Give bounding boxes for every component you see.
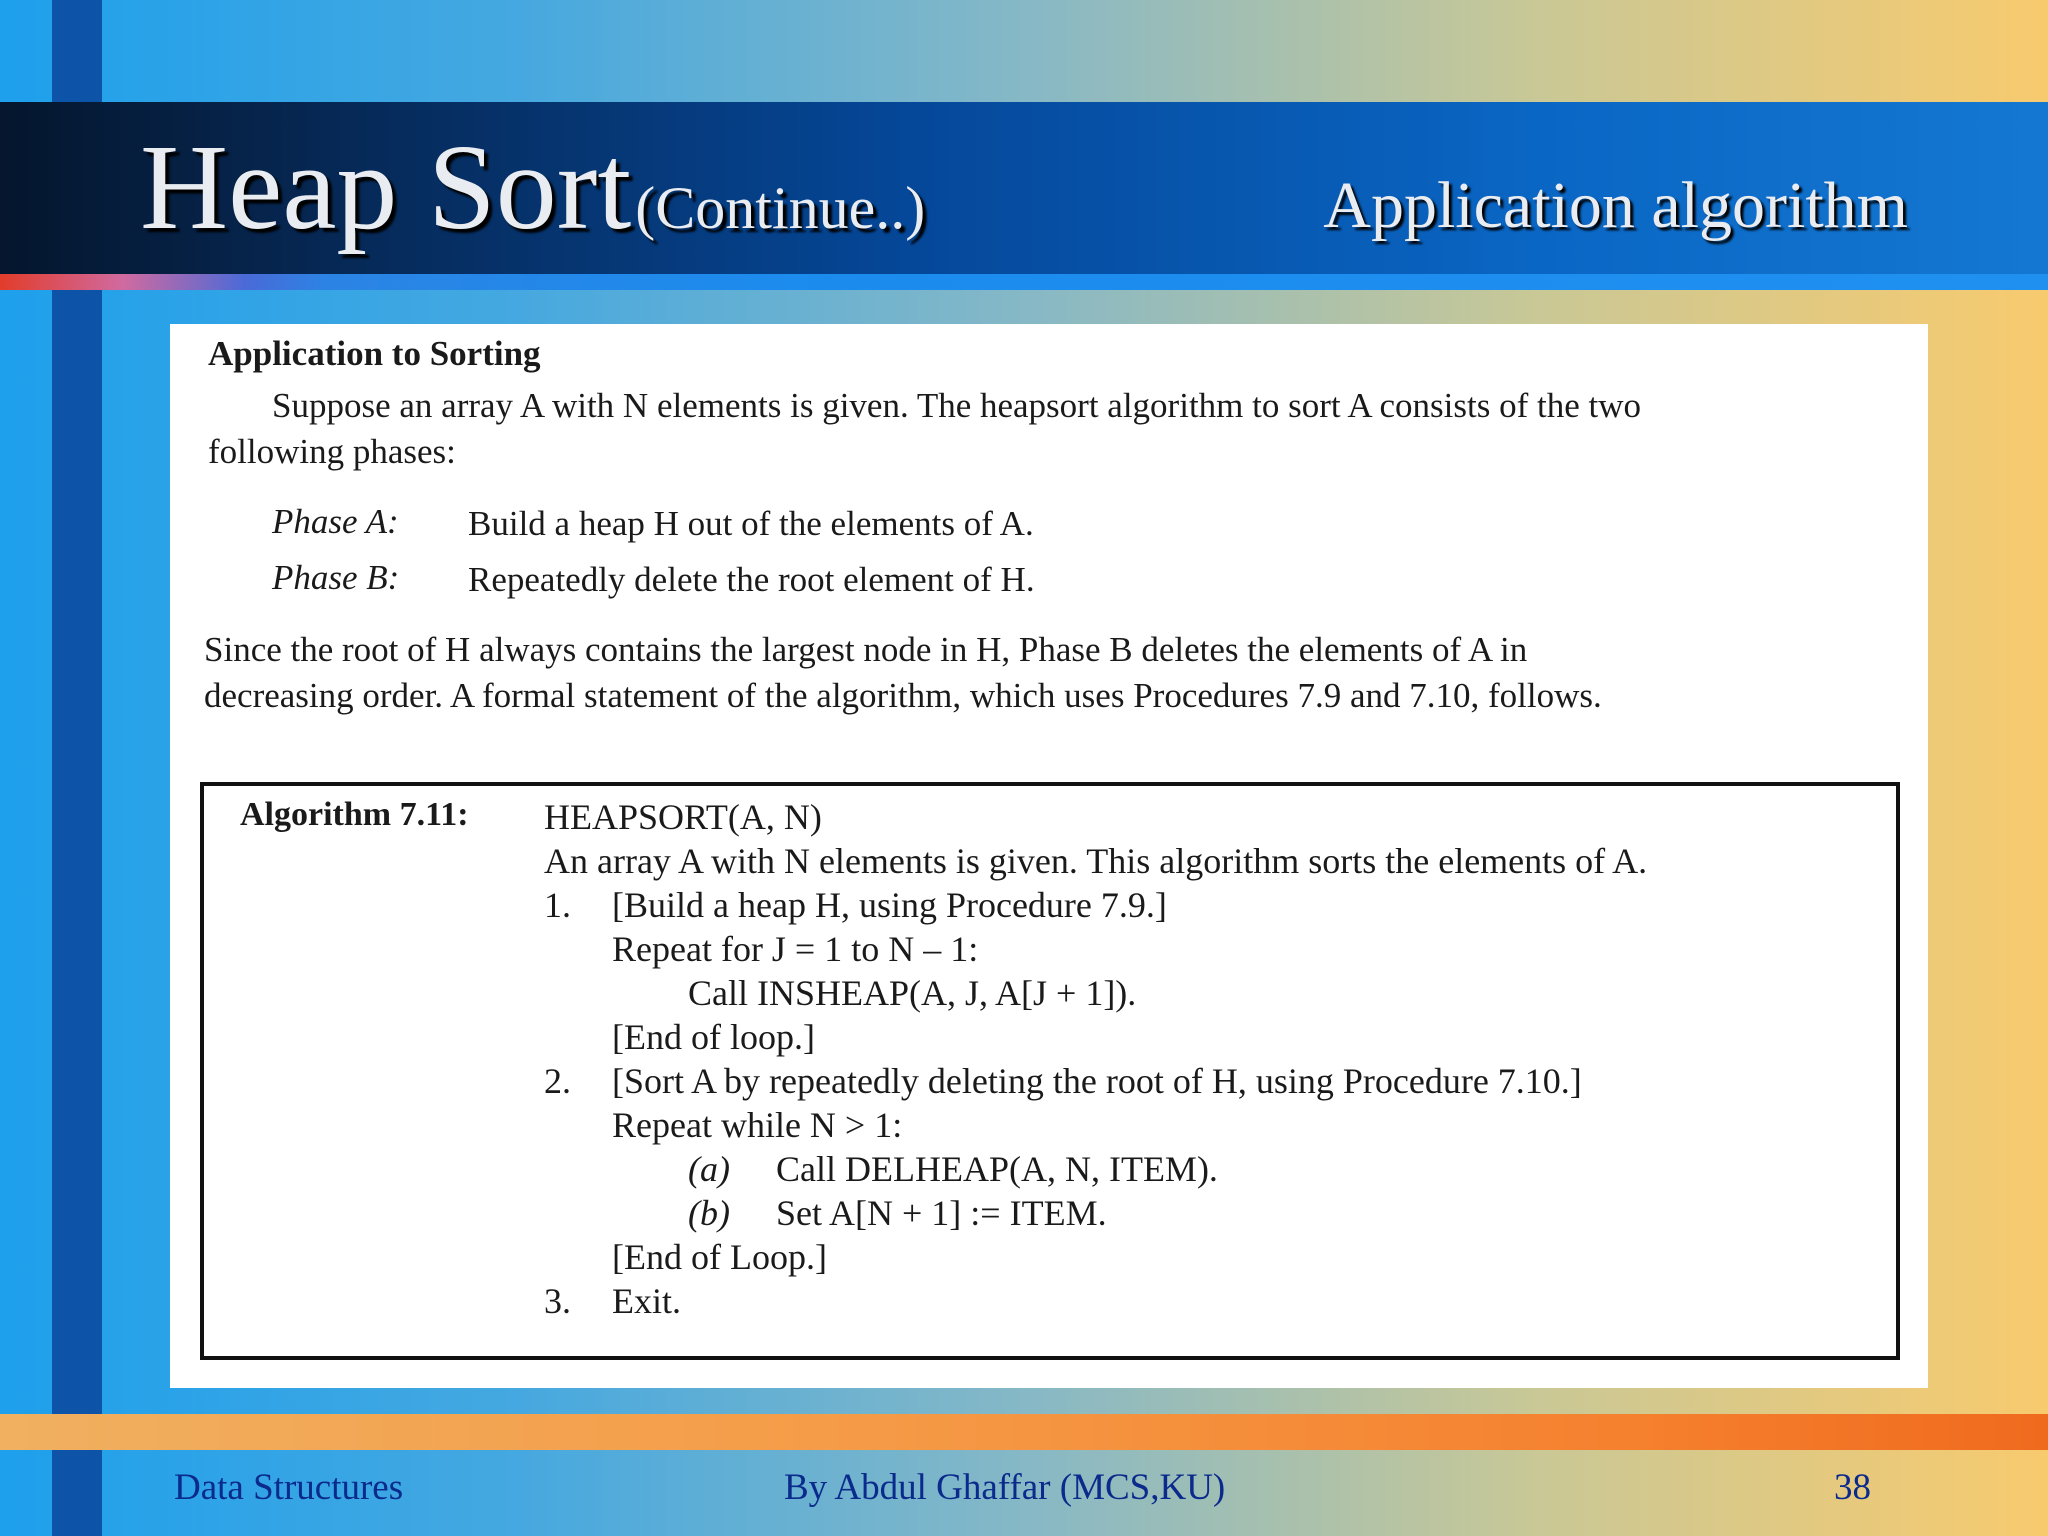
algorithm-label: Algorithm 7.11: <box>240 796 469 833</box>
slide-title-main: Heap Sort <box>140 120 632 255</box>
step3-number: 3. <box>544 1281 571 1321</box>
step2-number: 2. <box>544 1061 571 1101</box>
phase-b-label: Phase B: <box>272 558 400 597</box>
step2-a-label: (a) <box>688 1149 730 1189</box>
doc-intro-line1: Suppose an array A with N elements is given. The heapsort algorithm to sort A consists of the two <box>272 386 1642 425</box>
step2-b-text: Set A[N + 1] := ITEM. <box>776 1193 1107 1233</box>
step3-text: Exit. <box>612 1281 681 1321</box>
step2-a-text: Call DELHEAP(A, N, ITEM). <box>776 1149 1218 1189</box>
doc-intro-line2: following phases: <box>208 432 456 471</box>
phase-b-text: Repeatedly delete the root element of H. <box>468 560 1035 599</box>
footer-course: Data Structures <box>174 1467 404 1508</box>
algorithm-box <box>200 782 1900 1360</box>
algorithm-name: HEAPSORT(A, N) <box>544 797 822 837</box>
doc-heading: Application to Sorting <box>208 334 541 373</box>
footer-accent-bar <box>0 1414 2048 1450</box>
slide-title <box>140 118 925 258</box>
algorithm-description: An array A with N elements is given. This algorithm sorts the elements of A. <box>544 841 1648 881</box>
step1-comment: [Build a heap H, using Procedure 7.9.] <box>612 885 1167 925</box>
step2-repeat: Repeat while N > 1: <box>612 1105 903 1145</box>
footer-author: By Abdul Ghaffar (MCS,KU) <box>784 1467 1226 1508</box>
step1-number: 1. <box>544 885 571 925</box>
footer-page-number: 38 <box>1834 1467 1871 1508</box>
step1-repeat: Repeat for J = 1 to N – 1: <box>612 929 979 969</box>
title-accent-line <box>0 274 2048 290</box>
phase-a-label: Phase A: <box>272 502 399 541</box>
scanned-text-image <box>170 324 1928 1388</box>
doc-since-line1: Since the root of H always contains the largest node in H, Phase B deletes the elements of A in <box>204 630 1528 669</box>
slide-right-title: Application algorithm <box>1323 169 1908 242</box>
doc-since-line2: decreasing order. A formal statement of the algorithm, which uses Procedures 7.9 and 7.10, follows. <box>204 676 1602 715</box>
step2-b-label: (b) <box>688 1193 730 1233</box>
step2-end: [End of Loop.] <box>612 1237 827 1277</box>
phase-a-text: Build a heap H out of the elements of A. <box>468 504 1034 543</box>
slide-title-sub: (Continue..) <box>635 175 926 241</box>
step2-comment: [Sort A by repeatedly deleting the root of H, using Procedure 7.10.] <box>612 1061 1582 1101</box>
step1-end: [End of loop.] <box>612 1017 815 1057</box>
step1-call: Call INSHEAP(A, J, A[J + 1]). <box>688 973 1137 1013</box>
